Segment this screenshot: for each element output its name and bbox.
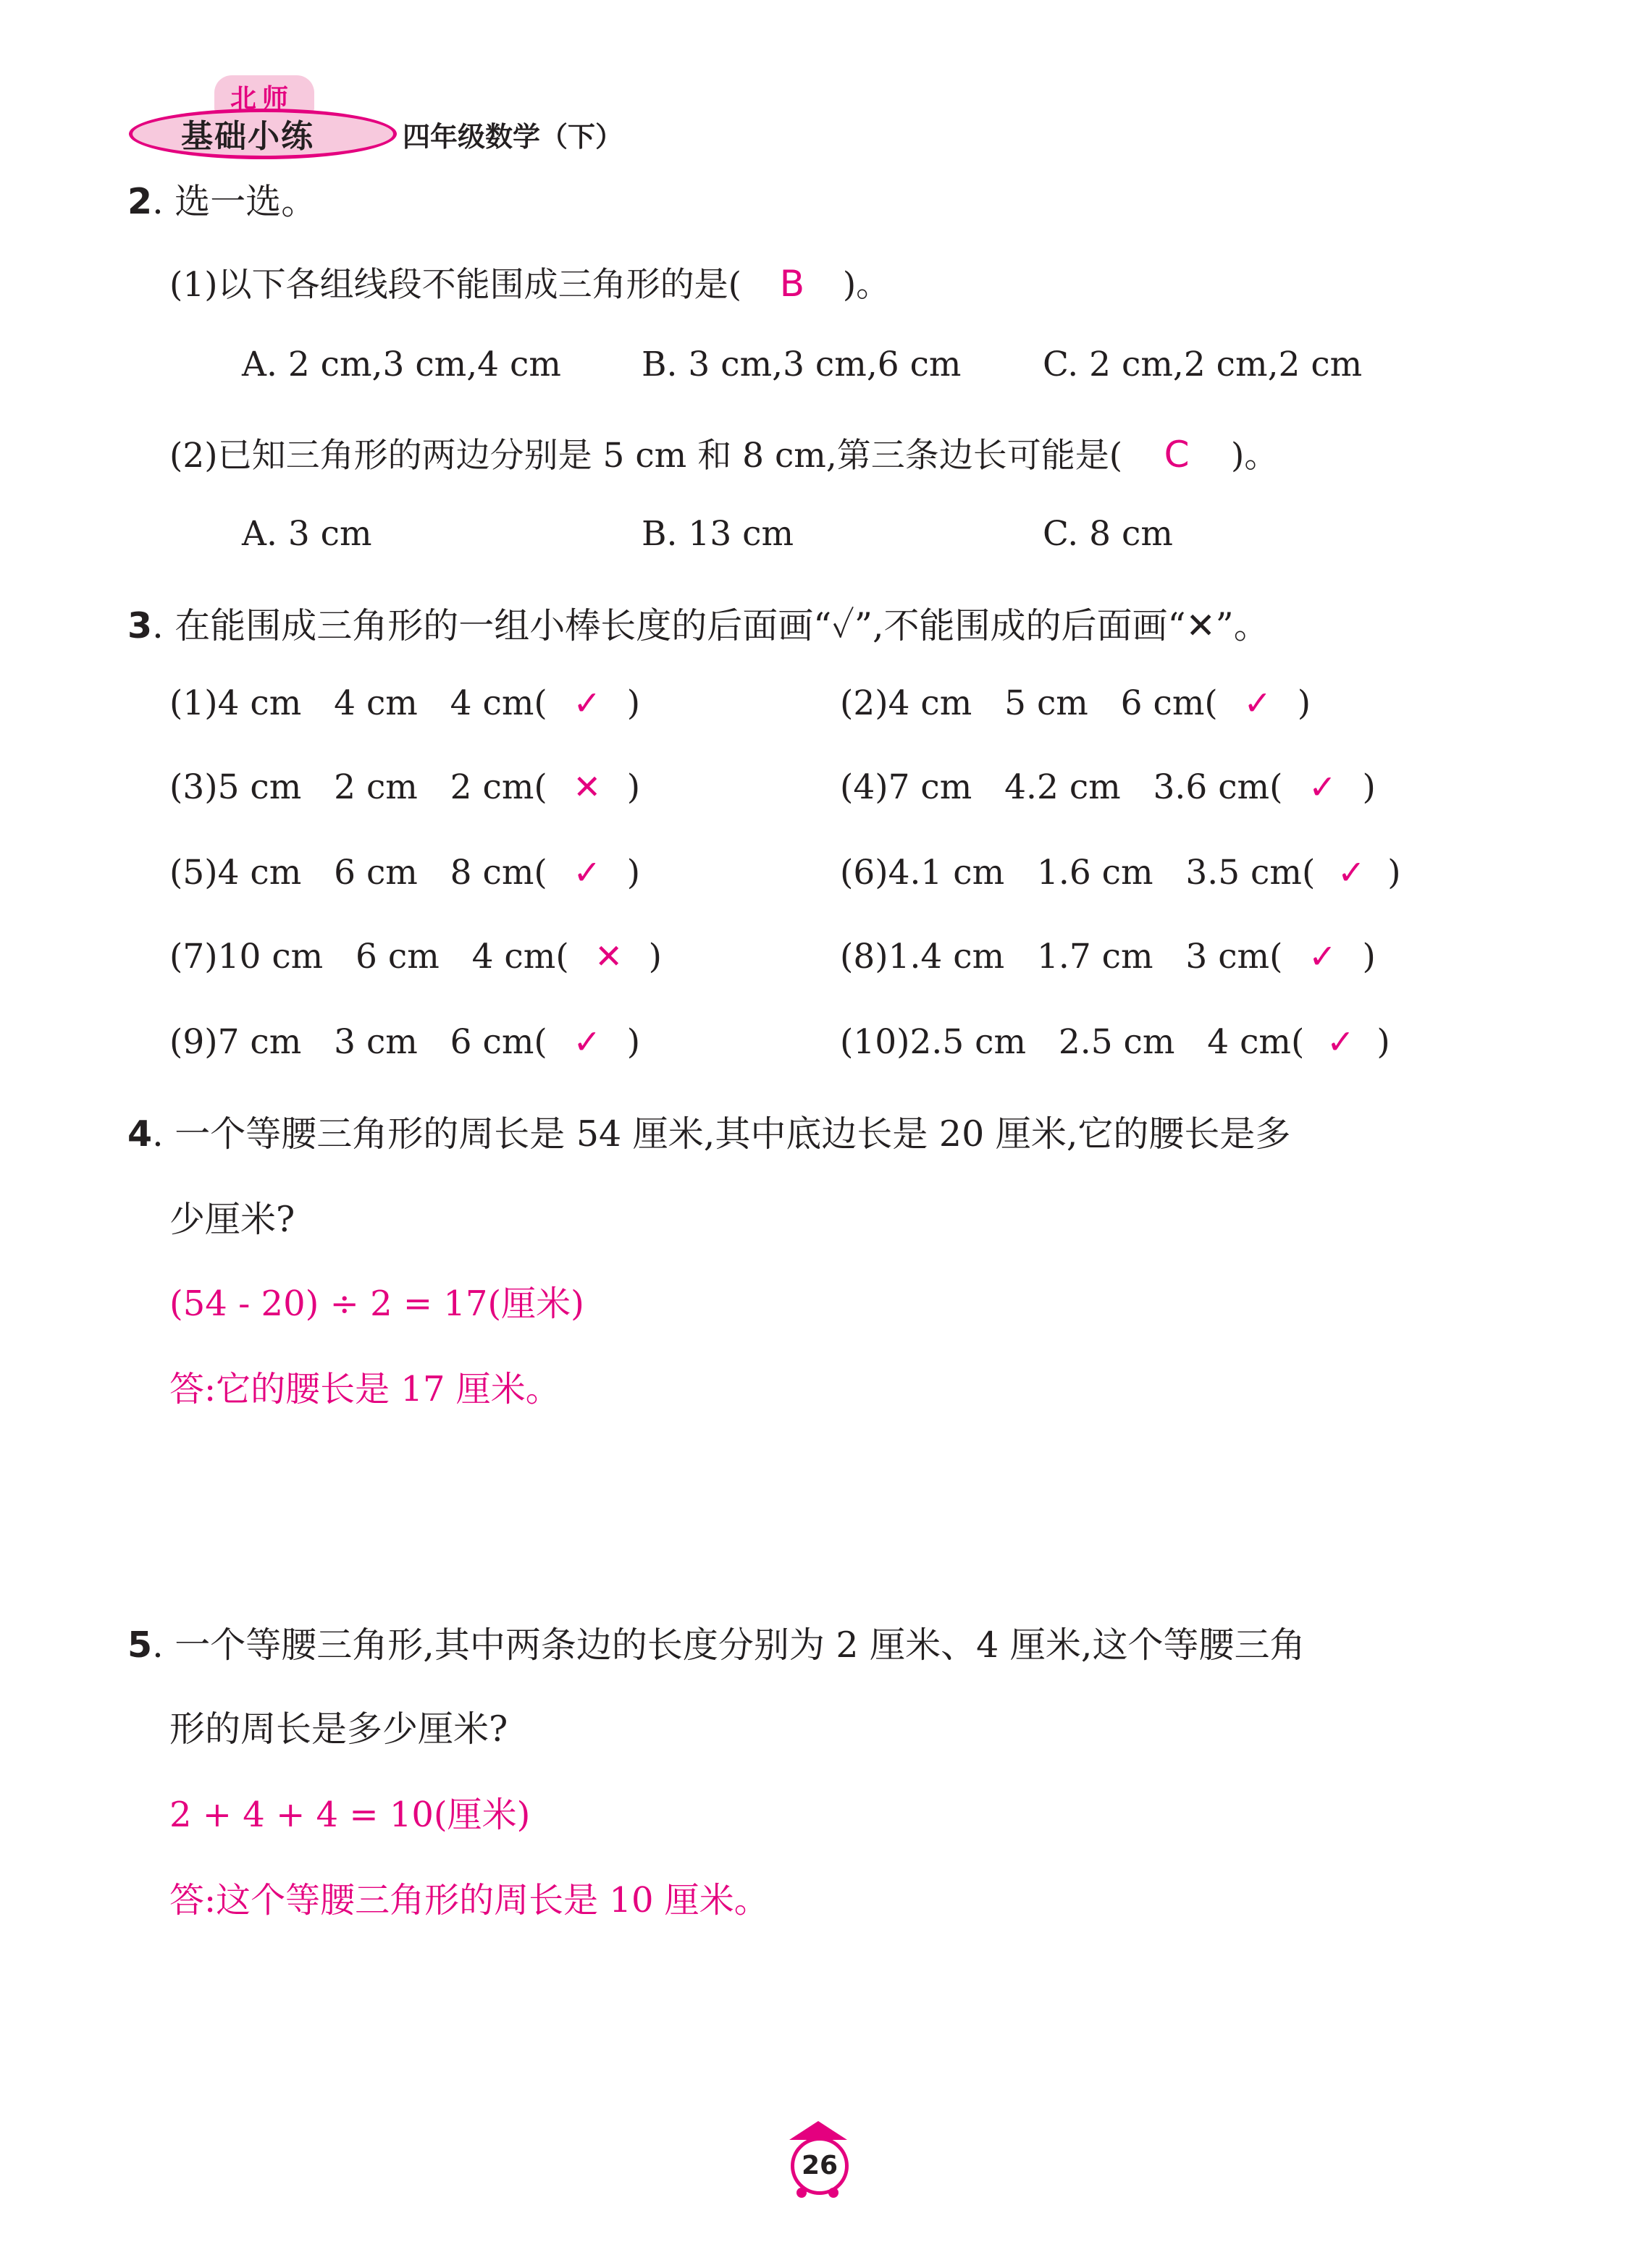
- page-number-badge: [786, 2121, 850, 2201]
- q3-item-4-label: (4)7 cm 4.2 cm 3.6 cm(: [840, 767, 1283, 807]
- q3-item-3: [169, 767, 640, 807]
- q4-line1: 4. 一个等腰三角形的周长是 54 厘米,其中底边长是 20 厘米,它的腰长是多: [127, 1113, 1291, 1155]
- q3-item-9-close: ): [626, 1022, 641, 1062]
- q2-number: 2: [127, 181, 153, 222]
- q3-item-9-label: (9)7 cm 3 cm 6 cm(: [169, 1022, 547, 1062]
- q3-number: 3: [127, 605, 153, 646]
- q2-sub2-answer: C: [1164, 434, 1190, 476]
- q3-item-3-mark: ✕: [573, 767, 602, 806]
- q3-item-2-close: ): [1297, 683, 1311, 723]
- q2-sub1-answer: B: [779, 263, 805, 305]
- q3-item-3-label: (3)5 cm 2 cm 2 cm(: [169, 767, 547, 807]
- q3-title: 3. 在能围成三角形的一组小棒长度的后面画“✓”,不能围成的后面画“✕”。: [127, 605, 1269, 646]
- q3-item-10: [840, 1022, 1390, 1062]
- q3-item-10-mark: ✓: [1327, 1022, 1355, 1061]
- q3-item-1-label: (1)4 cm 4 cm 4 cm(: [169, 683, 547, 723]
- q3-item-1-close: ): [626, 683, 641, 723]
- q3-item-7-close: ): [648, 937, 662, 977]
- q3-item-4-close: ): [1362, 767, 1376, 807]
- q5-line1: 5. 一个等腰三角形,其中两条边的长度分别为 2 厘米、4 厘米,这个等腰三角: [127, 1624, 1306, 1666]
- q2-sub1-suffix: )。: [842, 265, 891, 305]
- page-number-foot-right-icon: [828, 2188, 838, 2198]
- q2-sub1-option-a: A. 2 cm,3 cm,4 cm: [242, 345, 561, 384]
- q3-item-9: [169, 1022, 640, 1062]
- q3-item-7-label: (7)10 cm 6 cm 4 cm(: [169, 937, 569, 977]
- q5-line2: 形的周长是多少厘米?: [169, 1708, 508, 1750]
- q3-item-10-close: ): [1376, 1022, 1390, 1062]
- q3-item-2-label: (2)4 cm 5 cm 6 cm(: [840, 683, 1218, 723]
- q3-item-6-close: ): [1387, 853, 1401, 893]
- q2-title-text: 选一选。: [175, 181, 317, 222]
- q3-item-4: [840, 767, 1376, 807]
- q3-item-8-mark: ✓: [1308, 937, 1337, 976]
- q3-item-2: [840, 683, 1311, 723]
- q2-title: 2. 选一选。: [127, 181, 317, 222]
- q2-sub1: [169, 258, 890, 306]
- q3-item-6-mark: ✓: [1337, 853, 1366, 892]
- q2-sub1-option-b: B. 3 cm,3 cm,6 cm: [642, 345, 962, 384]
- q2-sub2: [169, 429, 1278, 477]
- q3-item-8: [840, 937, 1376, 977]
- q3-item-8-label: (8)1.4 cm 1.7 cm 3 cm(: [840, 937, 1283, 977]
- q5-number: 5: [127, 1624, 153, 1666]
- q3-item-3-close: ): [626, 767, 641, 807]
- q3-item-2-mark: ✓: [1243, 683, 1272, 722]
- q2-sub2-prompt: (2)已知三角形的两边分别是 5 cm 和 8 cm,第三条边长可能是(: [169, 436, 1123, 476]
- q3-item-8-close: ): [1362, 937, 1376, 977]
- q3-item-6-label: (6)4.1 cm 1.6 cm 3.5 cm(: [840, 853, 1316, 893]
- q3-title-text: 在能围成三角形的一组小棒长度的后面画“✓”,不能围成的后面画“✕”。: [175, 605, 1269, 646]
- q2-sub2-option-c: C. 8 cm: [1043, 514, 1173, 554]
- q3-item-1: [169, 683, 640, 723]
- q5-answer: 答:这个等腰三角形的周长是 10 厘米。: [169, 1880, 769, 1921]
- q3-item-6: [840, 853, 1401, 893]
- q4-answer: 答:它的腰长是 17 厘米。: [169, 1369, 560, 1409]
- q5-solution: 2 + 4 + 4 = 10(厘米): [169, 1795, 531, 1835]
- q4-number: 4: [127, 1113, 153, 1155]
- q5-line1-text: 一个等腰三角形,其中两条边的长度分别为 2 厘米、4 厘米,这个等腰三角: [175, 1624, 1306, 1666]
- grade-subject: 四年级数学（下）: [403, 121, 623, 153]
- q3-item-9-mark: ✓: [573, 1022, 602, 1061]
- q3-item-7-mark: ✕: [594, 937, 623, 976]
- q2-sub2-option-a: A. 3 cm: [242, 514, 372, 554]
- q3-item-5-mark: ✓: [573, 853, 602, 892]
- q2-sub2-option-b: B. 13 cm: [642, 514, 794, 554]
- q4-solution: (54 - 20) ÷ 2 = 17(厘米): [169, 1283, 584, 1324]
- q4-line2: 少厘米?: [169, 1199, 295, 1240]
- q3-item-10-label: (10)2.5 cm 2.5 cm 4 cm(: [840, 1022, 1305, 1062]
- page-number: 26: [791, 2137, 849, 2195]
- q2-sub1-prompt: (1)以下各组线段不能围成三角形的是(: [169, 265, 741, 305]
- q3-item-1-mark: ✓: [573, 683, 602, 722]
- q3-item-4-mark: ✓: [1308, 767, 1337, 806]
- brand-main-text: 基础小练: [181, 118, 314, 155]
- q3-item-5: [169, 853, 640, 893]
- brand-top-text: 北师: [230, 84, 295, 114]
- q4-line1-text: 一个等腰三角形的周长是 54 厘米,其中底边长是 20 厘米,它的腰长是多: [175, 1113, 1291, 1155]
- q3-item-5-label: (5)4 cm 6 cm 8 cm(: [169, 853, 547, 893]
- q2-sub2-suffix: )。: [1231, 436, 1279, 476]
- page-number-foot-left-icon: [797, 2188, 807, 2198]
- q2-sub1-option-c: C. 2 cm,2 cm,2 cm: [1043, 345, 1363, 384]
- q3-item-7: [169, 937, 662, 977]
- q3-item-5-close: ): [626, 853, 641, 893]
